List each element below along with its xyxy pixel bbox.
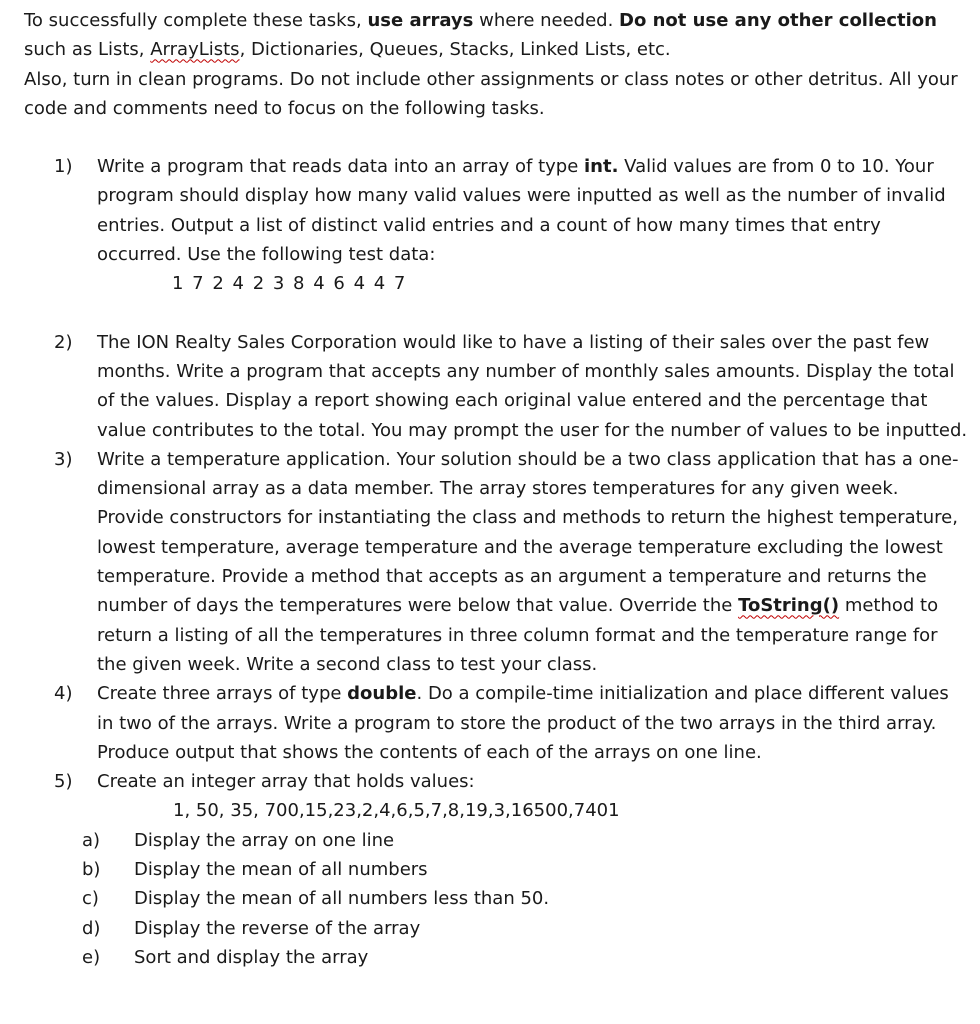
task-text: Write a temperature application. Your solution should be a two class application that has a one-dimensional array as a data member. The array stores temperatures for any given week. Provide constructors for instantiating the class and methods to return the highest temperature, lowest temperature, average temperature and the average temperature excluding the lowest temperature. Provide a method that accepts as an argument a temperature and returns the number of days the temperatures were below that value. Override the ToString() method to return a listing of all the temperatures in three column format and the temperature range for the given week. Write a second class to test your class. [97, 448, 959, 675]
subtask-text: Sort and display the array [134, 946, 369, 968]
intro-paragraph-1: To successfully complete these tasks, use arrays where needed. Do not use any other collection such as Lists, ArrayLists, Dictionaries, Queues, Stacks, Linked Lists, etc. [24, 10, 937, 61]
subtask-label: a) [82, 829, 101, 851]
task-item-2 [24, 328, 970, 445]
spellcheck-word-arraylists: ArrayLists [150, 39, 240, 61]
task-item-5 [24, 767, 970, 972]
subtask-item [82, 884, 970, 913]
subtask-label: b) [82, 859, 101, 881]
emphasis-double: double [347, 683, 417, 705]
subtask-item [82, 855, 970, 884]
task-list [24, 152, 970, 972]
task-number: 3) [54, 448, 73, 470]
subtask-item [82, 826, 970, 855]
subtask-text: Display the array on one line [134, 829, 395, 851]
subtask-text: Display the mean of all numbers [134, 859, 428, 881]
subtask-text: Display the reverse of the array [134, 917, 421, 939]
emphasis-no-other-collection: Do not use any other collection [619, 10, 937, 31]
subtask-label: e) [82, 946, 101, 968]
subtask-text: Display the mean of all numbers less than 50. [134, 888, 550, 910]
subtask-item [82, 943, 970, 972]
task-text: Create three arrays of type double. Do a compile-time initialization and place different values in two of the arrays. Write a program to store the product of the two arrays in the third array. Produce output that shows the contents of each of the arrays on one line. [97, 683, 949, 763]
subtask-list [82, 826, 970, 972]
emphasis-tostring: ToString() [738, 595, 840, 617]
task-item-1 [24, 152, 970, 298]
array-values: 1, 50, 35, 700,15,23,2,4,6,5,7,8,19,3,16500,7401 [173, 800, 620, 822]
subtask-item [82, 914, 970, 943]
task-item-4 [24, 679, 970, 767]
test-data: 1 7 2 4 2 3 8 4 6 4 4 7 [172, 273, 407, 295]
intro-paragraph-2: Also, turn in clean programs. Do not include other assignments or class notes or other detritus. All your code and comments need to focus on the following tasks. [24, 68, 958, 119]
emphasis-use-arrays: use arrays [367, 10, 474, 31]
subtask-label: d) [82, 917, 101, 939]
task-text: Write a program that reads data into an array of type int. Valid values are from 0 to 10. Your program should display how many valid values were inputted as well as the number of invalid entries. Output a list of distinct valid entries and a count of how many times that entry occurred. Use the following test data: [97, 156, 946, 266]
task-number: 2) [54, 331, 73, 353]
task-number: 4) [54, 683, 73, 705]
task-number: 5) [54, 771, 73, 793]
document-page [24, 6, 970, 972]
task-item-3 [24, 445, 970, 679]
task-text: The ION Realty Sales Corporation would like to have a listing of their sales over the past few months. Write a program that accepts any number of monthly sales amounts. Display the total of the values. Display a report showing each original value entered and the percentage that value contributes to the total. You may prompt the user for the number of values to be inputted. [97, 331, 968, 441]
task-number: 1) [54, 156, 73, 178]
emphasis-int: int. [584, 156, 619, 178]
subtask-label: c) [82, 888, 99, 910]
task-text: Create an integer array that holds values: [97, 771, 475, 793]
